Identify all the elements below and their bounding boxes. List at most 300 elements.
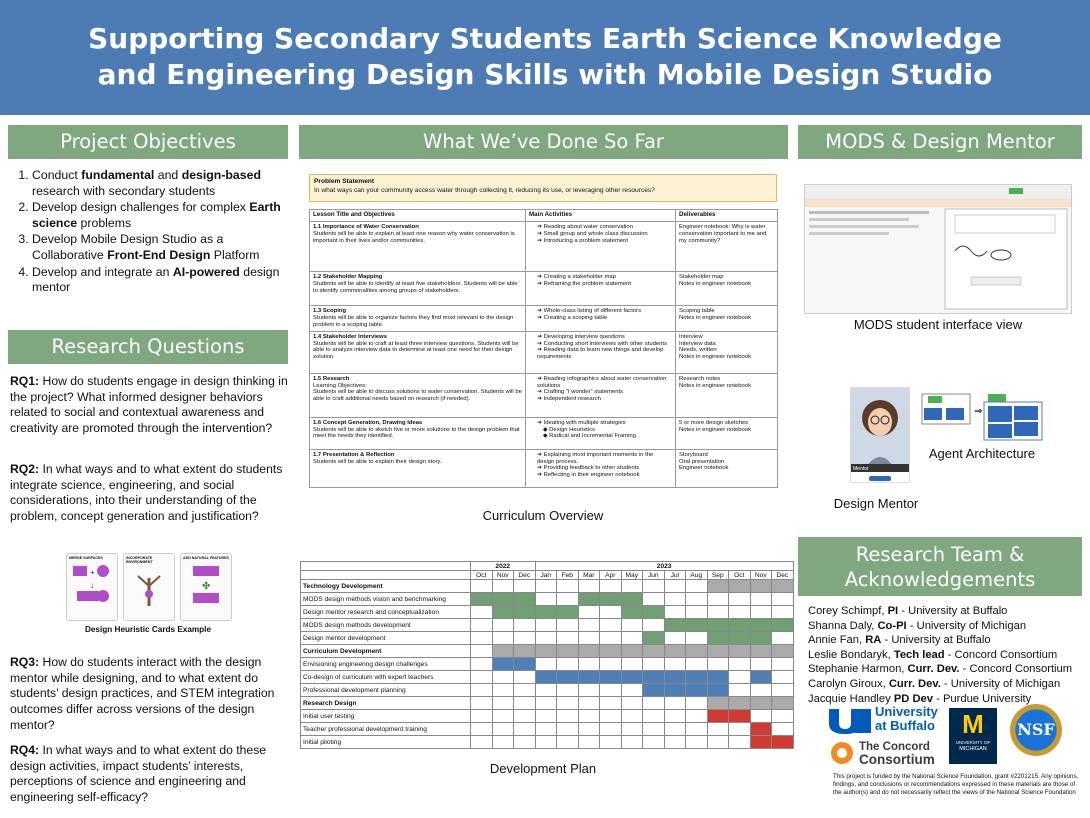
gantt-cell	[535, 619, 557, 632]
problem-statement	[309, 174, 777, 202]
ub-logo	[825, 705, 945, 739]
objectives-heading: Project Objectives	[8, 125, 288, 159]
gantt-month: Sep	[707, 571, 729, 580]
team-member-role: PI	[887, 605, 899, 617]
activities-cell	[526, 305, 676, 331]
gantt-task-row	[301, 619, 794, 632]
gantt-cell	[578, 710, 600, 723]
gantt-cell	[600, 632, 622, 645]
activity-item: ➔ Small group and whole class discussion	[537, 230, 648, 237]
activity-item: ➔ Creating a stakeholder map	[537, 273, 616, 280]
rq3-text: How do students interact with the design mentor while designing, and to what extent do students’ design practices, and STEM integration outcomes differ across versions of the design mentor?	[10, 655, 275, 732]
gantt-cell	[686, 671, 708, 684]
architecture-illustration	[920, 392, 1056, 442]
gantt-month: Dec	[514, 571, 536, 580]
gantt-month: Dec	[772, 571, 794, 580]
gantt-cell	[750, 580, 772, 593]
curriculum-header: Main Activities	[526, 210, 676, 222]
gantt-cell	[707, 736, 729, 749]
team-member-org: - Concord Consortium	[959, 663, 1073, 676]
gantt-cell	[535, 736, 557, 749]
gantt-cell	[643, 736, 665, 749]
team-member-name: Corey Schimpf,	[808, 605, 888, 617]
gantt-cell	[514, 671, 536, 684]
gantt-cell	[557, 671, 579, 684]
objective-emphasis: AI-powered	[172, 264, 240, 279]
objective-text: Develop and integrate an	[32, 264, 173, 279]
gantt-cell	[707, 619, 729, 632]
gantt-month: May	[621, 571, 643, 580]
natural-features-icon	[183, 560, 229, 610]
cards-caption: Design Heuristic Cards Example	[84, 625, 212, 634]
gantt-cell	[729, 645, 751, 658]
gantt-cell	[492, 736, 514, 749]
gantt-section-row	[301, 645, 794, 658]
gantt-cell	[535, 606, 557, 619]
gantt-cell	[686, 697, 708, 710]
lesson-cell	[310, 271, 526, 305]
deliverables-cell: 5 or more design sketches Notes in engineer notebook	[676, 417, 778, 449]
gantt-cell	[643, 580, 665, 593]
funding-statement: This project is funded by the National Science Foundation, grant #2201215. Any opinions, findings, and conclusions or recommendations expressed in these materials are those of the author(s) and do not necessarily reflect the views of the National Science Foundation	[833, 773, 1079, 796]
gantt-cell	[535, 723, 557, 736]
gantt-cell	[600, 645, 622, 658]
gantt-cell	[643, 606, 665, 619]
ub-line-2: at Buffalo	[875, 718, 935, 733]
objective-emphasis: Front-End Design	[107, 247, 211, 262]
gantt-cell	[492, 580, 514, 593]
lesson-cell	[310, 305, 526, 331]
deliverables-cell: Engineer notebook: Why is water conservation important to me and my community?	[676, 221, 778, 271]
mods-interface-screenshot	[804, 184, 1072, 314]
gantt-cell	[707, 723, 729, 736]
objective-item	[32, 265, 286, 296]
gantt-row-label: Teacher professional development training	[301, 723, 471, 736]
concord-logo-mark	[829, 739, 855, 767]
gantt-cell	[600, 736, 622, 749]
team-list	[808, 604, 1088, 706]
gantt-cell	[686, 723, 708, 736]
gantt-cell	[471, 619, 493, 632]
gantt-cell	[492, 671, 514, 684]
lesson-cell	[310, 417, 526, 449]
rq1-text: How do students engage in design thinking in the project? What informed designer behaviors related to social and contextual awareness and creativity are promoted through the intervention?	[10, 374, 288, 436]
mods-heading: MODS & Design Mentor	[798, 125, 1082, 159]
gantt-cell	[514, 684, 536, 697]
gantt-month: Oct	[729, 571, 751, 580]
team-member-org: - University at Buffalo	[881, 634, 991, 647]
gantt-cell	[686, 645, 708, 658]
gantt-cell	[578, 580, 600, 593]
gantt-cell	[621, 723, 643, 736]
gantt-cell	[514, 632, 536, 645]
gantt-cell	[471, 580, 493, 593]
done-so-far-heading: What We’ve Done So Far	[299, 125, 788, 159]
design-mentor-avatar	[850, 387, 910, 483]
gantt-task-row	[301, 632, 794, 645]
gantt-cell	[621, 671, 643, 684]
lesson-title: 1.7 Presentation & Reflection	[313, 451, 395, 458]
team-member-org: - University of Michigan	[940, 677, 1061, 690]
agent-caption: Agent Architecture	[928, 446, 1036, 461]
team-heading: Research Team & Acknowledgements	[798, 537, 1082, 596]
gantt-cell	[686, 619, 708, 632]
gantt-cell	[535, 593, 557, 606]
gantt-cell	[729, 723, 751, 736]
gantt-cell	[707, 658, 729, 671]
lesson-objective: Students will be able to explain their design story.	[313, 458, 442, 465]
gantt-cell	[664, 671, 686, 684]
gantt-cell	[492, 606, 514, 619]
gantt-row-label: Design mentor development	[301, 632, 471, 645]
gantt-cell	[514, 736, 536, 749]
gantt-cell	[557, 645, 579, 658]
table-row	[310, 331, 778, 373]
problem-title: Problem Statement	[314, 178, 375, 185]
gantt-cell	[772, 671, 794, 684]
deliverables-cell: Research notes Notes in engineer notebook	[676, 373, 778, 417]
gantt-cell	[471, 632, 493, 645]
gantt-cell	[772, 658, 794, 671]
gantt-cell	[578, 736, 600, 749]
table-row	[310, 417, 778, 449]
gantt-cell	[621, 645, 643, 658]
gantt-cell	[750, 632, 772, 645]
gantt-cell	[686, 593, 708, 606]
card-title: ADD NATURAL FEATURES	[183, 556, 229, 560]
gantt-cell	[514, 658, 536, 671]
activities-cell	[526, 417, 676, 449]
gantt-cell	[729, 619, 751, 632]
gantt-cell	[664, 632, 686, 645]
gantt-row-label: Envisioning engineering design challenges	[301, 658, 471, 671]
rq1	[10, 374, 288, 437]
gantt-cell	[600, 671, 622, 684]
gantt-cell	[643, 671, 665, 684]
cc-line-1: The Concord	[859, 741, 930, 753]
gantt-cell	[750, 658, 772, 671]
gantt-cell	[707, 606, 729, 619]
gantt-year: 2022	[471, 562, 536, 571]
activity-item: ➔ Reframing the problem statement	[537, 280, 631, 287]
gantt-cell	[578, 671, 600, 684]
gantt-cell	[492, 697, 514, 710]
activity-item: ➔ Ideating with multiple strategies	[537, 419, 626, 426]
lesson-title: 1.6 Concept Generation, Drawing Ideas	[313, 419, 423, 426]
gantt-row-label: MODS design methods vision and benchmarking	[301, 593, 471, 606]
team-member	[808, 662, 1088, 677]
gantt-cell	[772, 736, 794, 749]
team-member-name: Jacquie Handley	[808, 692, 894, 705]
objective-text: research with secondary students	[32, 183, 216, 198]
activity-item: ➔ Explaining most important moments in the design process.	[537, 451, 654, 465]
agent-architecture-diagram	[920, 392, 1056, 442]
team-member-name: Carolyn Giroux,	[808, 677, 889, 690]
development-plan-gantt	[300, 561, 794, 749]
gantt-cell	[492, 723, 514, 736]
lesson-cell	[310, 221, 526, 271]
team-member	[808, 677, 1088, 692]
gantt-cell	[772, 723, 794, 736]
objective-text: Develop design challenges for complex	[32, 200, 250, 215]
gantt-cell	[471, 723, 493, 736]
lesson-cell	[310, 373, 526, 417]
gantt-cell	[621, 580, 643, 593]
gantt-task-row	[301, 606, 794, 619]
svg-text:⇒: ⇒	[974, 406, 983, 417]
gantt-cell	[750, 684, 772, 697]
gantt-cell	[471, 671, 493, 684]
activities-cell	[526, 221, 676, 271]
team-member-name: Leslie Bondaryk,	[808, 648, 894, 661]
table-row	[310, 305, 778, 331]
activity-item: ➔ Reading infographics about water conservation solutions	[537, 375, 667, 389]
objective-text: Conduct	[32, 168, 82, 182]
activities-cell	[526, 331, 676, 373]
activities-cell	[526, 449, 676, 487]
gantt-month: Feb	[557, 571, 579, 580]
gantt-cell	[600, 697, 622, 710]
gantt-cell	[686, 580, 708, 593]
gantt-cell	[535, 645, 557, 658]
gantt-task-row	[301, 658, 794, 671]
svg-text:+: +	[90, 568, 95, 577]
rq2-label: RQ2:	[10, 462, 40, 476]
gantt-cell	[621, 619, 643, 632]
gantt-row-label: Research Design	[301, 697, 471, 710]
gantt-cell	[471, 658, 493, 671]
gantt-cell	[514, 619, 536, 632]
ub-line-1: University	[875, 704, 938, 719]
gantt-cell	[772, 606, 794, 619]
gantt-cell	[664, 593, 686, 606]
activity-item: ➔ Reading data to learn new things and develop requirements	[537, 347, 664, 361]
gantt-cell	[707, 671, 729, 684]
activity-item: ➔ Whole-class listing of different factors	[537, 307, 642, 314]
gantt-cell	[664, 580, 686, 593]
gantt-cell	[664, 606, 686, 619]
heuristic-card	[66, 553, 118, 621]
gantt-month: Oct	[471, 571, 493, 580]
activity-item: ➔ Reflecting in their engineer notebook	[537, 472, 640, 479]
gantt-cell	[557, 606, 579, 619]
gantt-cell	[535, 710, 557, 723]
activity-item: ➔ Reading about water conservation	[537, 223, 633, 230]
lesson-objective: Students will be able to identify at least five stakeholders. Students will be able to identify commonalities among groups of stakeholders.	[313, 280, 518, 294]
heuristic-card	[123, 553, 175, 621]
nsf-logo: NSF	[1010, 704, 1062, 756]
lesson-cell	[310, 331, 526, 373]
team-member	[808, 633, 1088, 648]
team-member-name: Shanna Daly,	[808, 619, 878, 632]
gantt-cell	[664, 645, 686, 658]
objective-item	[32, 232, 286, 263]
heuristic-cards	[66, 553, 230, 621]
activity-item: ➔ Crafting "I wonder" statements	[537, 389, 624, 396]
cc-line-2: Consortium	[859, 752, 935, 767]
gantt-cell	[707, 684, 729, 697]
gantt-cell	[750, 710, 772, 723]
gantt-cell	[686, 632, 708, 645]
gantt-cell	[707, 593, 729, 606]
lesson-objective: Students will be able to craft at least three interview questions. Students will be able to analyze interview data to determine at least one need for their design solution.	[313, 340, 519, 361]
activity-item: ➔ Independent research	[537, 396, 601, 403]
card-title: INCORPORATE ENVIRONMENT	[126, 556, 153, 564]
objective-text: Platform	[210, 247, 260, 262]
gantt-row-label: Initial piloting	[301, 736, 471, 749]
gantt-cell	[643, 593, 665, 606]
gantt-cell	[750, 736, 772, 749]
gantt-cell	[729, 684, 751, 697]
gantt-cell	[621, 658, 643, 671]
gantt-cell	[557, 593, 579, 606]
gantt-cell	[578, 632, 600, 645]
gantt-cell	[621, 593, 643, 606]
gantt-cell	[471, 606, 493, 619]
gantt-cell	[578, 723, 600, 736]
gantt-cell	[643, 658, 665, 671]
gantt-cell	[557, 580, 579, 593]
team-member	[808, 604, 1088, 619]
title-line-1: Supporting Secondary Students Earth Science Knowledge	[88, 22, 1002, 55]
gantt-cell	[772, 645, 794, 658]
table-row	[310, 271, 778, 305]
gantt-cell	[514, 606, 536, 619]
gantt-cell	[772, 632, 794, 645]
gantt-cell	[621, 736, 643, 749]
gantt-cell	[772, 593, 794, 606]
gantt-section-row	[301, 697, 794, 710]
lesson-objective: Learning Objectives: Students will be able to discuss solutions to water conservation. Students will be able to craft additional needs based on research (if needed).	[313, 382, 522, 403]
gantt-cell	[750, 606, 772, 619]
objective-text: Develop Mobile Design Studio as a Collaborative	[32, 232, 224, 262]
svg-text:✤: ✤	[202, 581, 211, 592]
gantt-cell	[707, 580, 729, 593]
curriculum-table	[309, 209, 778, 488]
gantt-cell	[707, 697, 729, 710]
gantt-cell	[535, 580, 557, 593]
gantt-cell	[535, 697, 557, 710]
gantt-cell	[514, 710, 536, 723]
gantt-cell	[750, 671, 772, 684]
team-member	[808, 648, 1088, 663]
table-row	[310, 449, 778, 487]
interface-caption: MODS student interface view	[853, 317, 1023, 332]
gantt-row-label: Design mentor research and conceptualization	[301, 606, 471, 619]
gantt-cell	[578, 593, 600, 606]
gantt-cell	[621, 710, 643, 723]
gantt-cell	[471, 710, 493, 723]
gantt-cell	[492, 645, 514, 658]
gantt-task-row	[301, 684, 794, 697]
gantt-cell	[535, 632, 557, 645]
rq3-label: RQ3:	[10, 655, 40, 669]
deliverables-cell: Storyboard Oral presentation Engineer notebook	[676, 449, 778, 487]
gantt-month: Nov	[750, 571, 772, 580]
gantt-cell	[557, 736, 579, 749]
activities-cell	[526, 271, 676, 305]
gantt-corner	[301, 562, 471, 571]
team-member-org: - University at Buffalo	[898, 605, 1008, 617]
gantt-month: Jul	[664, 571, 686, 580]
team-member-name: Stephanie Harmon,	[808, 663, 908, 676]
gantt-cell	[686, 736, 708, 749]
activity-item: ➔ Providing feedback to other students	[537, 465, 640, 472]
gantt-cell	[729, 606, 751, 619]
gantt-task-row	[301, 710, 794, 723]
gantt-cell	[664, 658, 686, 671]
lesson-title: 1.2 Stakeholder Mapping	[313, 273, 383, 280]
um-line-1: UNIVERSITY OF	[955, 740, 991, 745]
mentor-label: Mentor	[853, 466, 869, 472]
card-title: MERGE SURFACES	[69, 556, 103, 560]
um-line-2: MICHIGAN	[959, 746, 987, 752]
gantt-cell	[664, 697, 686, 710]
gantt-cell	[707, 710, 729, 723]
gantt-cell	[621, 606, 643, 619]
gantt-cell	[750, 723, 772, 736]
team-member-name: Annie Fan,	[808, 634, 866, 647]
gantt-cell	[643, 723, 665, 736]
title-line-2: and Engineering Design Skills with Mobile Design Studio	[97, 58, 993, 91]
gantt-cell	[557, 684, 579, 697]
heuristic-card	[180, 553, 232, 621]
concord-logo	[829, 739, 949, 769]
gantt-cell	[557, 632, 579, 645]
gantt-cell	[643, 632, 665, 645]
gantt-cell	[514, 723, 536, 736]
activity-item: ➔ Introducing a problem statement	[537, 237, 629, 244]
gantt-cell	[772, 580, 794, 593]
gantt-cell	[664, 619, 686, 632]
gantt-cell	[750, 645, 772, 658]
gantt-cell	[535, 684, 557, 697]
gantt-cell	[557, 723, 579, 736]
gantt-cell	[621, 632, 643, 645]
gantt-month: Apr	[600, 571, 622, 580]
problem-text: In what ways can your community access water through collecting it, reducing its use, or leveraging other resources?	[314, 187, 655, 194]
team-member-org: - University of Michigan	[906, 619, 1027, 632]
gantt-cell	[729, 593, 751, 606]
gantt-corner	[301, 571, 471, 580]
poster-title	[0, 0, 1090, 115]
ub-logo-text	[875, 705, 938, 733]
gantt-cell	[772, 710, 794, 723]
gantt-cell	[729, 580, 751, 593]
lesson-objective: Students will be able to explain at least one reason why water conservation is important in their lives and/or communities.	[313, 230, 515, 244]
activity-item: ◆ Design Heuristics	[543, 426, 595, 433]
gantt-cell	[600, 619, 622, 632]
rq3	[10, 655, 288, 734]
curriculum-header: Deliverables	[676, 210, 778, 222]
gantt-cell	[664, 710, 686, 723]
gantt-cell	[514, 593, 536, 606]
activity-item: ◆ Radical and Incremental Framing	[543, 433, 636, 440]
gantt-task-row	[301, 723, 794, 736]
gantt-cell	[664, 684, 686, 697]
team-member-role: RA	[865, 634, 882, 647]
gantt-cell	[686, 606, 708, 619]
gantt-cell	[600, 723, 622, 736]
gantt-month: Aug	[686, 571, 708, 580]
gantt-cell	[729, 736, 751, 749]
gantt-cell	[664, 736, 686, 749]
gantt-month: Jun	[643, 571, 665, 580]
block-m-icon: M	[962, 709, 984, 739]
team-member-role: Co-PI	[877, 619, 907, 632]
gantt-task-row	[301, 593, 794, 606]
rq4	[10, 743, 288, 806]
